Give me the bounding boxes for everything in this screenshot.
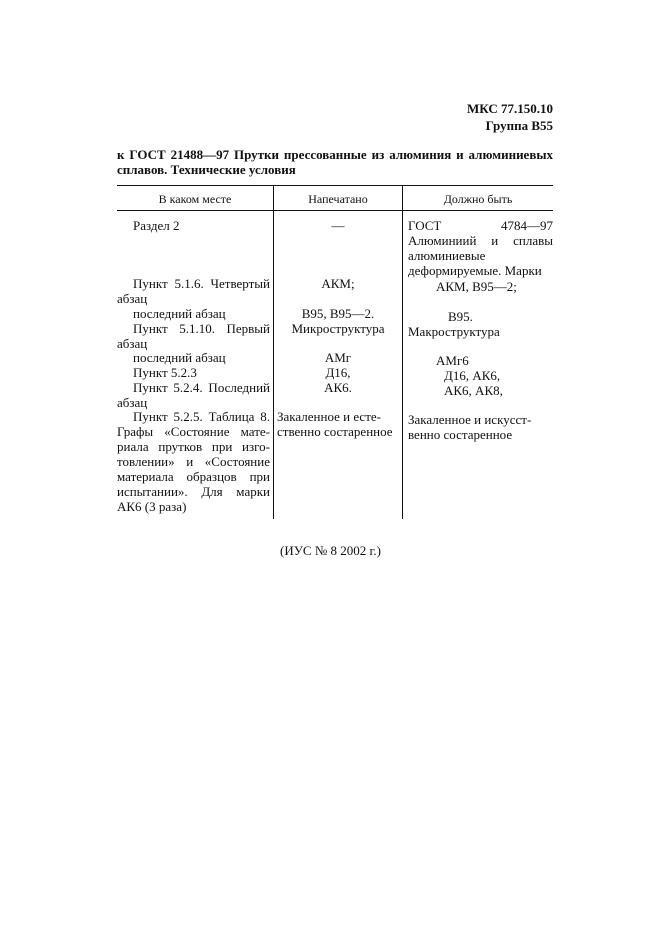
cell-should-be: АК6, АК8, — [444, 383, 503, 398]
cell-should-be: АКМ, В95—2; — [436, 279, 517, 294]
cell-should-be: Д16, АК6, — [444, 368, 501, 383]
cell-where: последний абзац — [133, 306, 226, 321]
table-header-rule — [117, 210, 553, 211]
document-title: к ГОСТ 21488—97 Прутки прессованные из алюминия и алюминиевых сплавов. Технические условия — [117, 147, 553, 177]
footnote: (ИУС № 8 2002 г.) — [280, 543, 381, 558]
cell-printed: АКМ; — [321, 276, 355, 291]
cell-where: Пункт 5.1.10. Первый абзац — [117, 321, 270, 351]
cell-printed: Микроструктура — [291, 321, 385, 336]
column-header-should-be: Должно быть — [443, 192, 513, 206]
column-header-printed: Напечатано — [308, 192, 368, 206]
column-divider-2 — [402, 185, 403, 519]
cell-where: Пункт 5.1.6. Четвертый абзац — [117, 276, 270, 306]
classification-code: МКС 77.150.10 — [466, 101, 553, 116]
cell-where: Пункт 5.2.5. Таблица 8. Графы «Состояние материала прутков при изготовлении» и «Состояние материала образцов при испытании». Для марки АК6 (3 раза) — [117, 409, 270, 514]
group-code: Группа В55 — [485, 118, 553, 133]
cell-where: Пункт 5.2.3 — [133, 365, 197, 380]
cell-should-be: Закаленное и искусственно состаренное — [408, 412, 532, 442]
cell-printed: АК6. — [324, 380, 352, 395]
cell-where: Раздел 2 — [133, 218, 180, 233]
cell-should-be: В95. — [448, 309, 473, 324]
cell-should-be: ГОСТ 4784—97 Алюминиий и сплавы алюминиевые деформируемые. Марки — [408, 218, 553, 278]
cell-where: последний абзац — [133, 350, 226, 365]
column-divider-1 — [273, 185, 274, 519]
cell-printed: В95, В95—2. — [301, 306, 375, 321]
table-top-rule — [117, 185, 553, 186]
cell-where: Пункт 5.2.4. Последний абзац — [117, 380, 270, 410]
cell-printed: Закаленное и естественно состаренное — [277, 409, 393, 439]
cell-should-be: АМг6 — [436, 353, 469, 368]
cell-printed: — — [331, 218, 345, 233]
cell-should-be: Макроструктура — [408, 324, 500, 339]
column-header-where: В каком месте — [158, 192, 232, 206]
cell-printed: Д16, — [325, 365, 351, 380]
cell-printed: АМг — [324, 350, 352, 365]
